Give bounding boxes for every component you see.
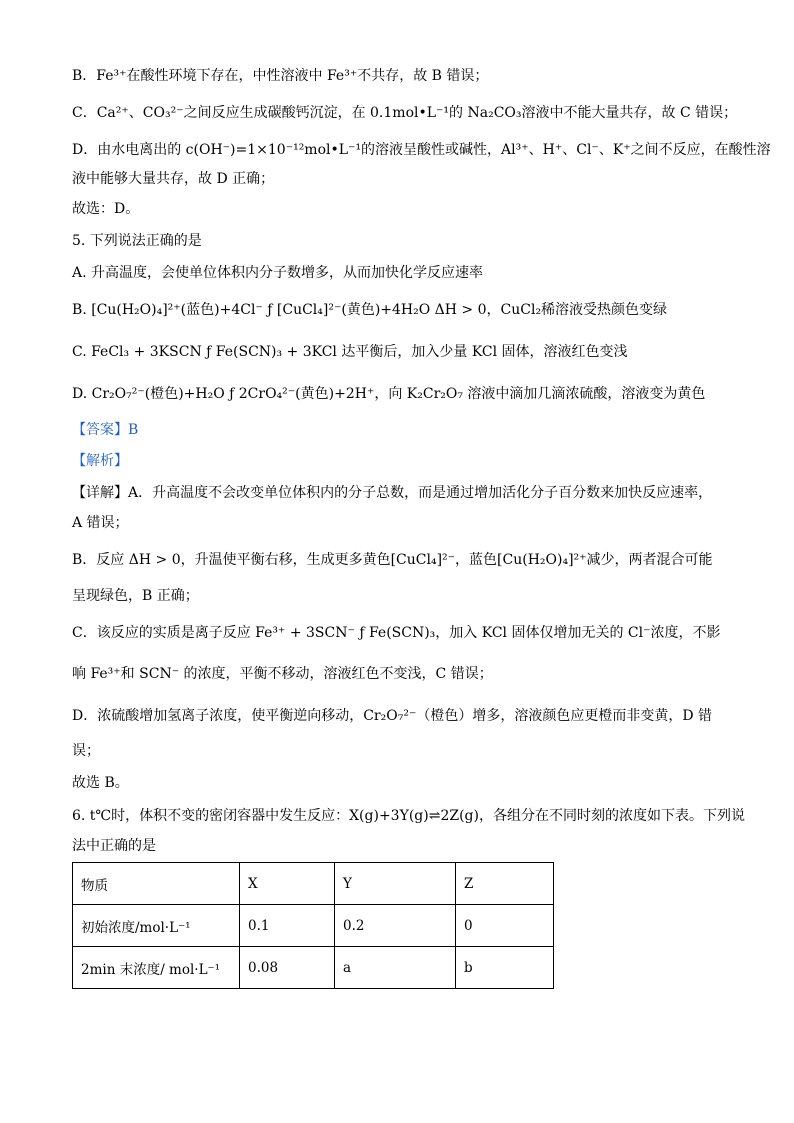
text-line: 【详解】A．升高温度不会改变单位体积内的分子总数，而是通过增加活化分子百分数来加快反应速率， bbox=[72, 485, 713, 501]
table-cell: 0.2 bbox=[335, 905, 456, 947]
text-line: 液中能够大量共存，故 D 正确； bbox=[72, 171, 275, 187]
table-header-cell: Y bbox=[335, 863, 456, 905]
table-row bbox=[73, 947, 554, 989]
text-line: 故选：D。 bbox=[72, 201, 140, 217]
table-header-cell: X bbox=[240, 863, 335, 905]
text-line: C．Ca²⁺、CO₃²⁻之间反应生成碳酸钙沉淀，在 0.1mol•L⁻¹的 Na₂CO₃溶液中不能大量共存，故 C 错误； bbox=[72, 105, 738, 121]
text-line: B．反应 ΔH > 0，升温使平衡右移，生成更多黄色[CuCl₄]²⁻，蓝色[Cu(H₂O)₄]²⁺减少，两者混合可能 bbox=[72, 552, 713, 568]
option-b: B. [Cu(H₂O)₄]²⁺(蓝色)+4Cl⁻ ƒ [CuCl₄]²⁻(黄色)+4H₂O ΔH > 0，CuCl₂稀溶液受热颜色变绿 bbox=[72, 302, 668, 318]
table-cell: 0.1 bbox=[240, 905, 335, 947]
text-line: C．该反应的实质是离子反应 Fe³⁺ + 3SCN⁻ ƒ Fe(SCN)₃，加入 KCl 固体仅增加无关的 Cl⁻浓度，不影 bbox=[72, 625, 721, 641]
text-line: 误； bbox=[72, 743, 100, 759]
question-title: 6. t℃时，体积不变的密闭容器中发生反应：X(g)+3Y(g)⇌2Z(g)，各组分在不同时刻的浓度如下表。下列说 bbox=[72, 808, 745, 824]
text-line: A 错误； bbox=[72, 515, 129, 531]
table-header-row bbox=[73, 863, 554, 905]
table-header-cell: Z bbox=[456, 863, 554, 905]
table-cell: 初始浓度/mol·L⁻¹ bbox=[73, 905, 240, 947]
text-line: 呈现绿色，B 正确； bbox=[72, 588, 199, 604]
table-cell: 2min 末浓度/ mol·L⁻¹ bbox=[73, 947, 240, 989]
concentration-table bbox=[72, 862, 554, 989]
table-cell: 0 bbox=[456, 905, 554, 947]
text-line: B．Fe³⁺在酸性环境下存在，中性溶液中 Fe³⁺不共存，故 B 错误； bbox=[72, 68, 489, 84]
option-d: D. Cr₂O₇²⁻(橙色)+H₂O ƒ 2CrO₄²⁻(黄色)+2H⁺，向 K₂Cr₂O₇ 溶液中滴加几滴浓硫酸，溶液变为黄色 bbox=[72, 386, 706, 402]
text-line: 故选 B。 bbox=[72, 775, 129, 791]
option-a: A. 升高温度，会使单位体积内分子数增多，从而加快化学反应速率 bbox=[72, 265, 484, 281]
question-title: 5. 下列说法正确的是 bbox=[72, 233, 202, 249]
option-c: C. FeCl₃ + 3KSCN ƒ Fe(SCN)₃ + 3KCl 达平衡后，加入少量 KCl 固体，溶液红色变浅 bbox=[72, 344, 628, 360]
table-cell: 0.08 bbox=[240, 947, 335, 989]
table-header-cell: 物质 bbox=[73, 863, 240, 905]
table-row bbox=[73, 905, 554, 947]
table-cell: a bbox=[335, 947, 456, 989]
answer-label: 【答案】B bbox=[72, 422, 139, 438]
analysis-label: 【解析】 bbox=[72, 453, 128, 469]
text-line: 响 Fe³⁺和 SCN⁻ 的浓度，平衡不移动，溶液红色不变浅，C 错误； bbox=[72, 666, 493, 682]
text-line: 法中正确的是 bbox=[72, 838, 156, 854]
text-line: D．浓硫酸增加氢离子浓度，使平衡逆向移动，Cr₂O₇²⁻（橙色）增多，溶液颜色应更橙而非变黄，D 错 bbox=[72, 708, 713, 724]
text-line: D．由水电离出的 c(OH⁻)=1×10⁻¹²mol•L⁻¹的溶液呈酸性或碱性，Al³⁺、H⁺、Cl⁻、K⁺之间不反应，在酸性溶 bbox=[72, 142, 771, 158]
table-cell: b bbox=[456, 947, 554, 989]
